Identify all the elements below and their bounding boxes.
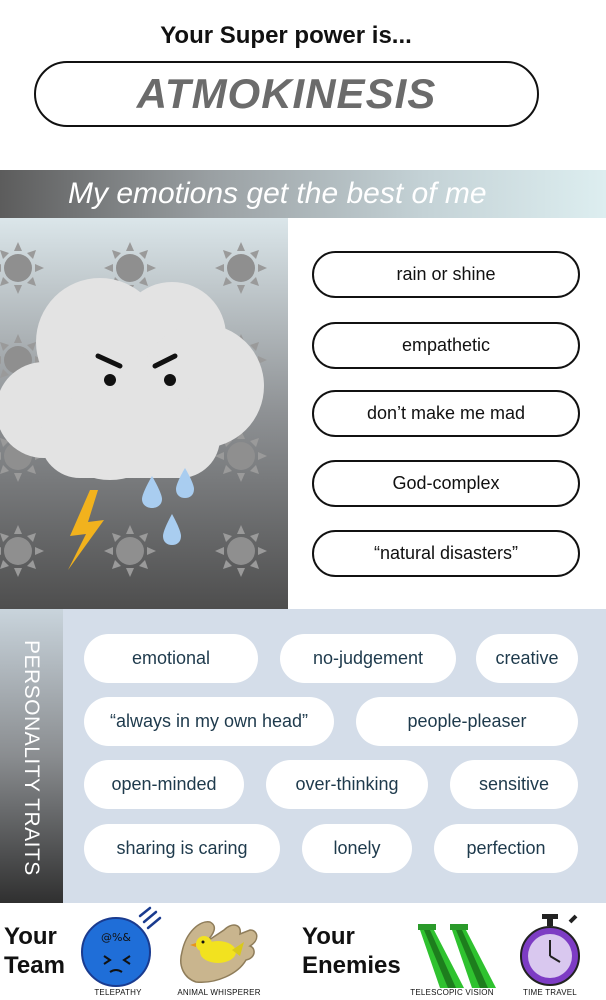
telescopic-vision-caption: TELESCOPIC VISION [410,988,494,997]
feature-pill: empathetic [312,322,580,369]
telepathy-head-icon [72,906,164,990]
trait-pill: perfection [434,824,578,873]
tagline-text: My emotions get the best of me [68,177,487,210]
personality-traits-label: PERSONALITY TRAITS [20,640,43,876]
feature-pill: God-complex [312,460,580,507]
power-name-box [34,61,539,127]
enemies-label-line1: Your [302,923,355,950]
time-travel-caption: TIME TRAVEL [523,988,577,997]
team-label [4,922,65,980]
enemies-label-line2: Enemies [302,952,401,979]
feature-pill: don’t make me mad [312,390,580,437]
trait-pill: creative [476,634,578,683]
power-name: ATMOKINESIS [136,70,437,117]
trait-pill: no-judgement [280,634,456,683]
trait-pill: people-pleaser [356,697,578,746]
trait-pill: “always in my own head” [84,697,334,746]
team-label-line2: Team [4,952,65,979]
stopwatch-icon [514,912,586,988]
laser-eyes-icon [410,918,496,988]
animal-whisperer-caption: ANIMAL WHISPERER [177,988,261,997]
telepathy-caption: TELEPATHY [94,988,142,997]
trait-pill: sensitive [450,760,578,809]
trait-pill: sharing is caring [84,824,280,873]
header-title: Your Super power is... [160,22,412,49]
feature-pill: “natural disasters” [312,530,580,577]
trait-pill: open-minded [84,760,244,809]
bird-in-hand-icon [176,912,262,988]
feature-pill: rain or shine [312,251,580,298]
trait-pill: lonely [302,824,412,873]
tagline-banner [0,170,606,218]
trait-pill: emotional [84,634,258,683]
weather-scene-illustration [0,218,288,609]
trait-pill: over-thinking [266,760,428,809]
svg-text:@%&: @%& [100,931,132,944]
enemies-label [302,922,401,980]
team-label-line1: Your [4,923,57,950]
